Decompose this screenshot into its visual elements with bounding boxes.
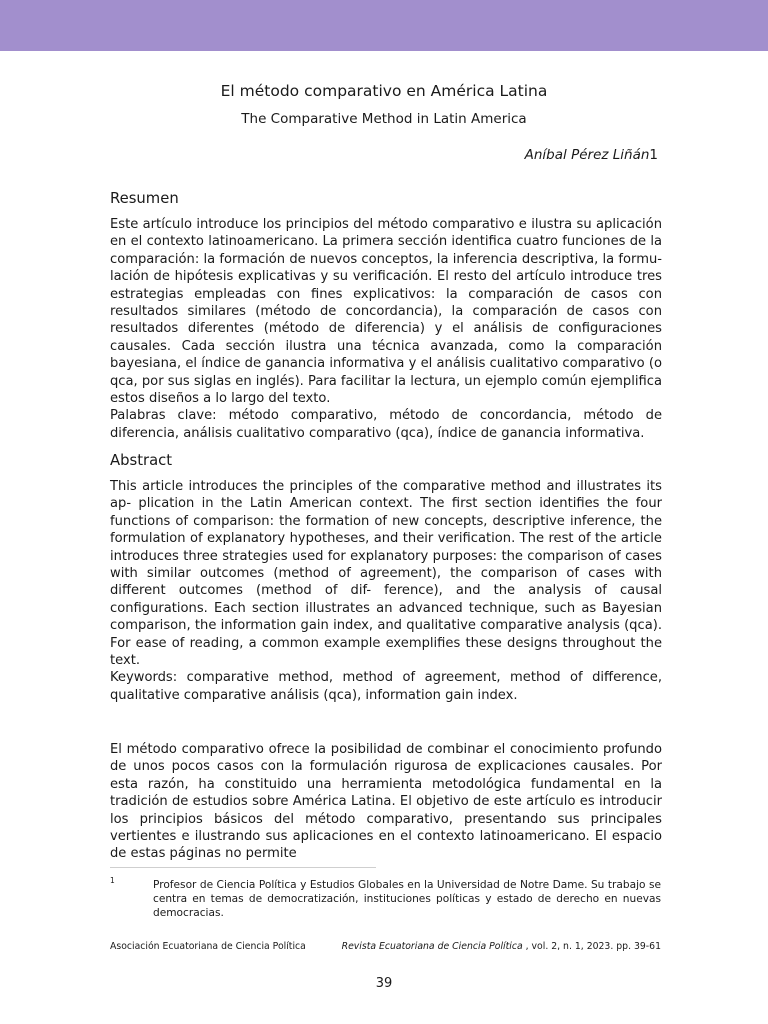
footer-citation xyxy=(342,941,661,952)
abstract-heading: Abstract xyxy=(110,452,173,469)
abstract-section xyxy=(110,478,662,704)
abstract-keywords: Keywords: comparative method, method of agreement, method of difference, qualitative comparative análisis (qca), information gain index. xyxy=(110,670,662,703)
footer-volume-info: , vol. 2, n. 1, 2023. pp. 39-61 xyxy=(522,941,661,952)
intro-body: El método comparativo ofrece la posibilidad de combinar el conocimiento profundo de unos pocos casos con la formulación rigurosa de explicaciones causales. Por esta razón, ha constituido una herramienta metodológica fundamental en la tradición de estudios sobre América Latina. El objetivo de este artículo es introducir los principios básicos del método comparativo, presentando sus principales vertientes e ilustrando sus aplicaciones en el contexto latinoamericano. El espacio de estas páginas no permite xyxy=(110,742,662,862)
intro-section xyxy=(110,741,662,863)
resumen-keywords: Palabras clave: método comparativo, método de concordancia, método de diferencia, análisis cualitativo comparativo (qca), índice de ganancia informativa. xyxy=(110,408,662,441)
resumen-section xyxy=(110,216,662,442)
footer-journal-name: Revista Ecuatoriana de Ciencia Política xyxy=(341,941,523,952)
author-line xyxy=(525,147,658,163)
top-color-band xyxy=(0,0,768,51)
page-number: 39 xyxy=(375,976,393,991)
author-name: Aníbal Pérez Liñán xyxy=(524,147,650,163)
article-subtitle: The Comparative Method in Latin America xyxy=(241,111,527,127)
article-title: El método comparativo en América Latina xyxy=(220,82,548,100)
footnote-text: Profesor de Ciencia Política y Estudios Globales en la Universidad de Notre Dame. Su trabajo se centra en temas de democratización, instituciones políticas y estado de derecho en nuevas democracias. xyxy=(153,879,661,919)
footer-publisher: Asociación Ecuatoriana de Ciencia Política xyxy=(110,941,306,952)
resumen-heading: Resumen xyxy=(110,190,179,207)
abstract-body: This article introduces the principles of the comparative method and illustrates its ap- plication in the Latin American context. The first section identifies the four functions of comparison: the formation of new concepts, descriptive inference, the formulation of explanatory hypotheses, and their verification. The rest of the article introduces three strategies used for explanatory purposes: the comparison of cases with similar outcomes (method of agreement), the comparison of cases with different outcomes (method of dif- ference), and the analysis of causal configurations. Each section illustrates an advanced technique, such as Bayesian comparison, the information gain index, and qualitative comparative analysis (qca). For ease of reading, a common example exemplifies these designs throughout the text. xyxy=(110,479,662,669)
resumen-body: Este artículo introduce los principios del método comparativo e ilustra su aplicación en el contexto latinoamericano. La primera sección identifica cuatro funciones de la comparación: la formación de nuevos conceptos, la inferencia descriptiva, la formu- lación de hipótesis explicativas y su verificación. El resto del artículo introduce tres estrategias empleadas con fines explicativos: la comparación de casos con resultados similares (método de concordancia), la comparación de casos con resultados diferentes (método de diferencia) y el análisis de configuraciones causales. Cada sección ilustra una técnica avanzada, como la comparación bayesiana, el índice de ganancia informativa y el análisis cualitativo comparativo (o qca, por sus siglas en inglés). Para facilitar la lectura, un ejemplo común ejemplifica estos diseños a lo largo del texto. xyxy=(110,217,662,407)
author-footnote-ref[interactable]: 1 xyxy=(649,147,658,163)
footnote-number: 1 xyxy=(110,876,115,885)
footnote-divider xyxy=(110,867,376,868)
